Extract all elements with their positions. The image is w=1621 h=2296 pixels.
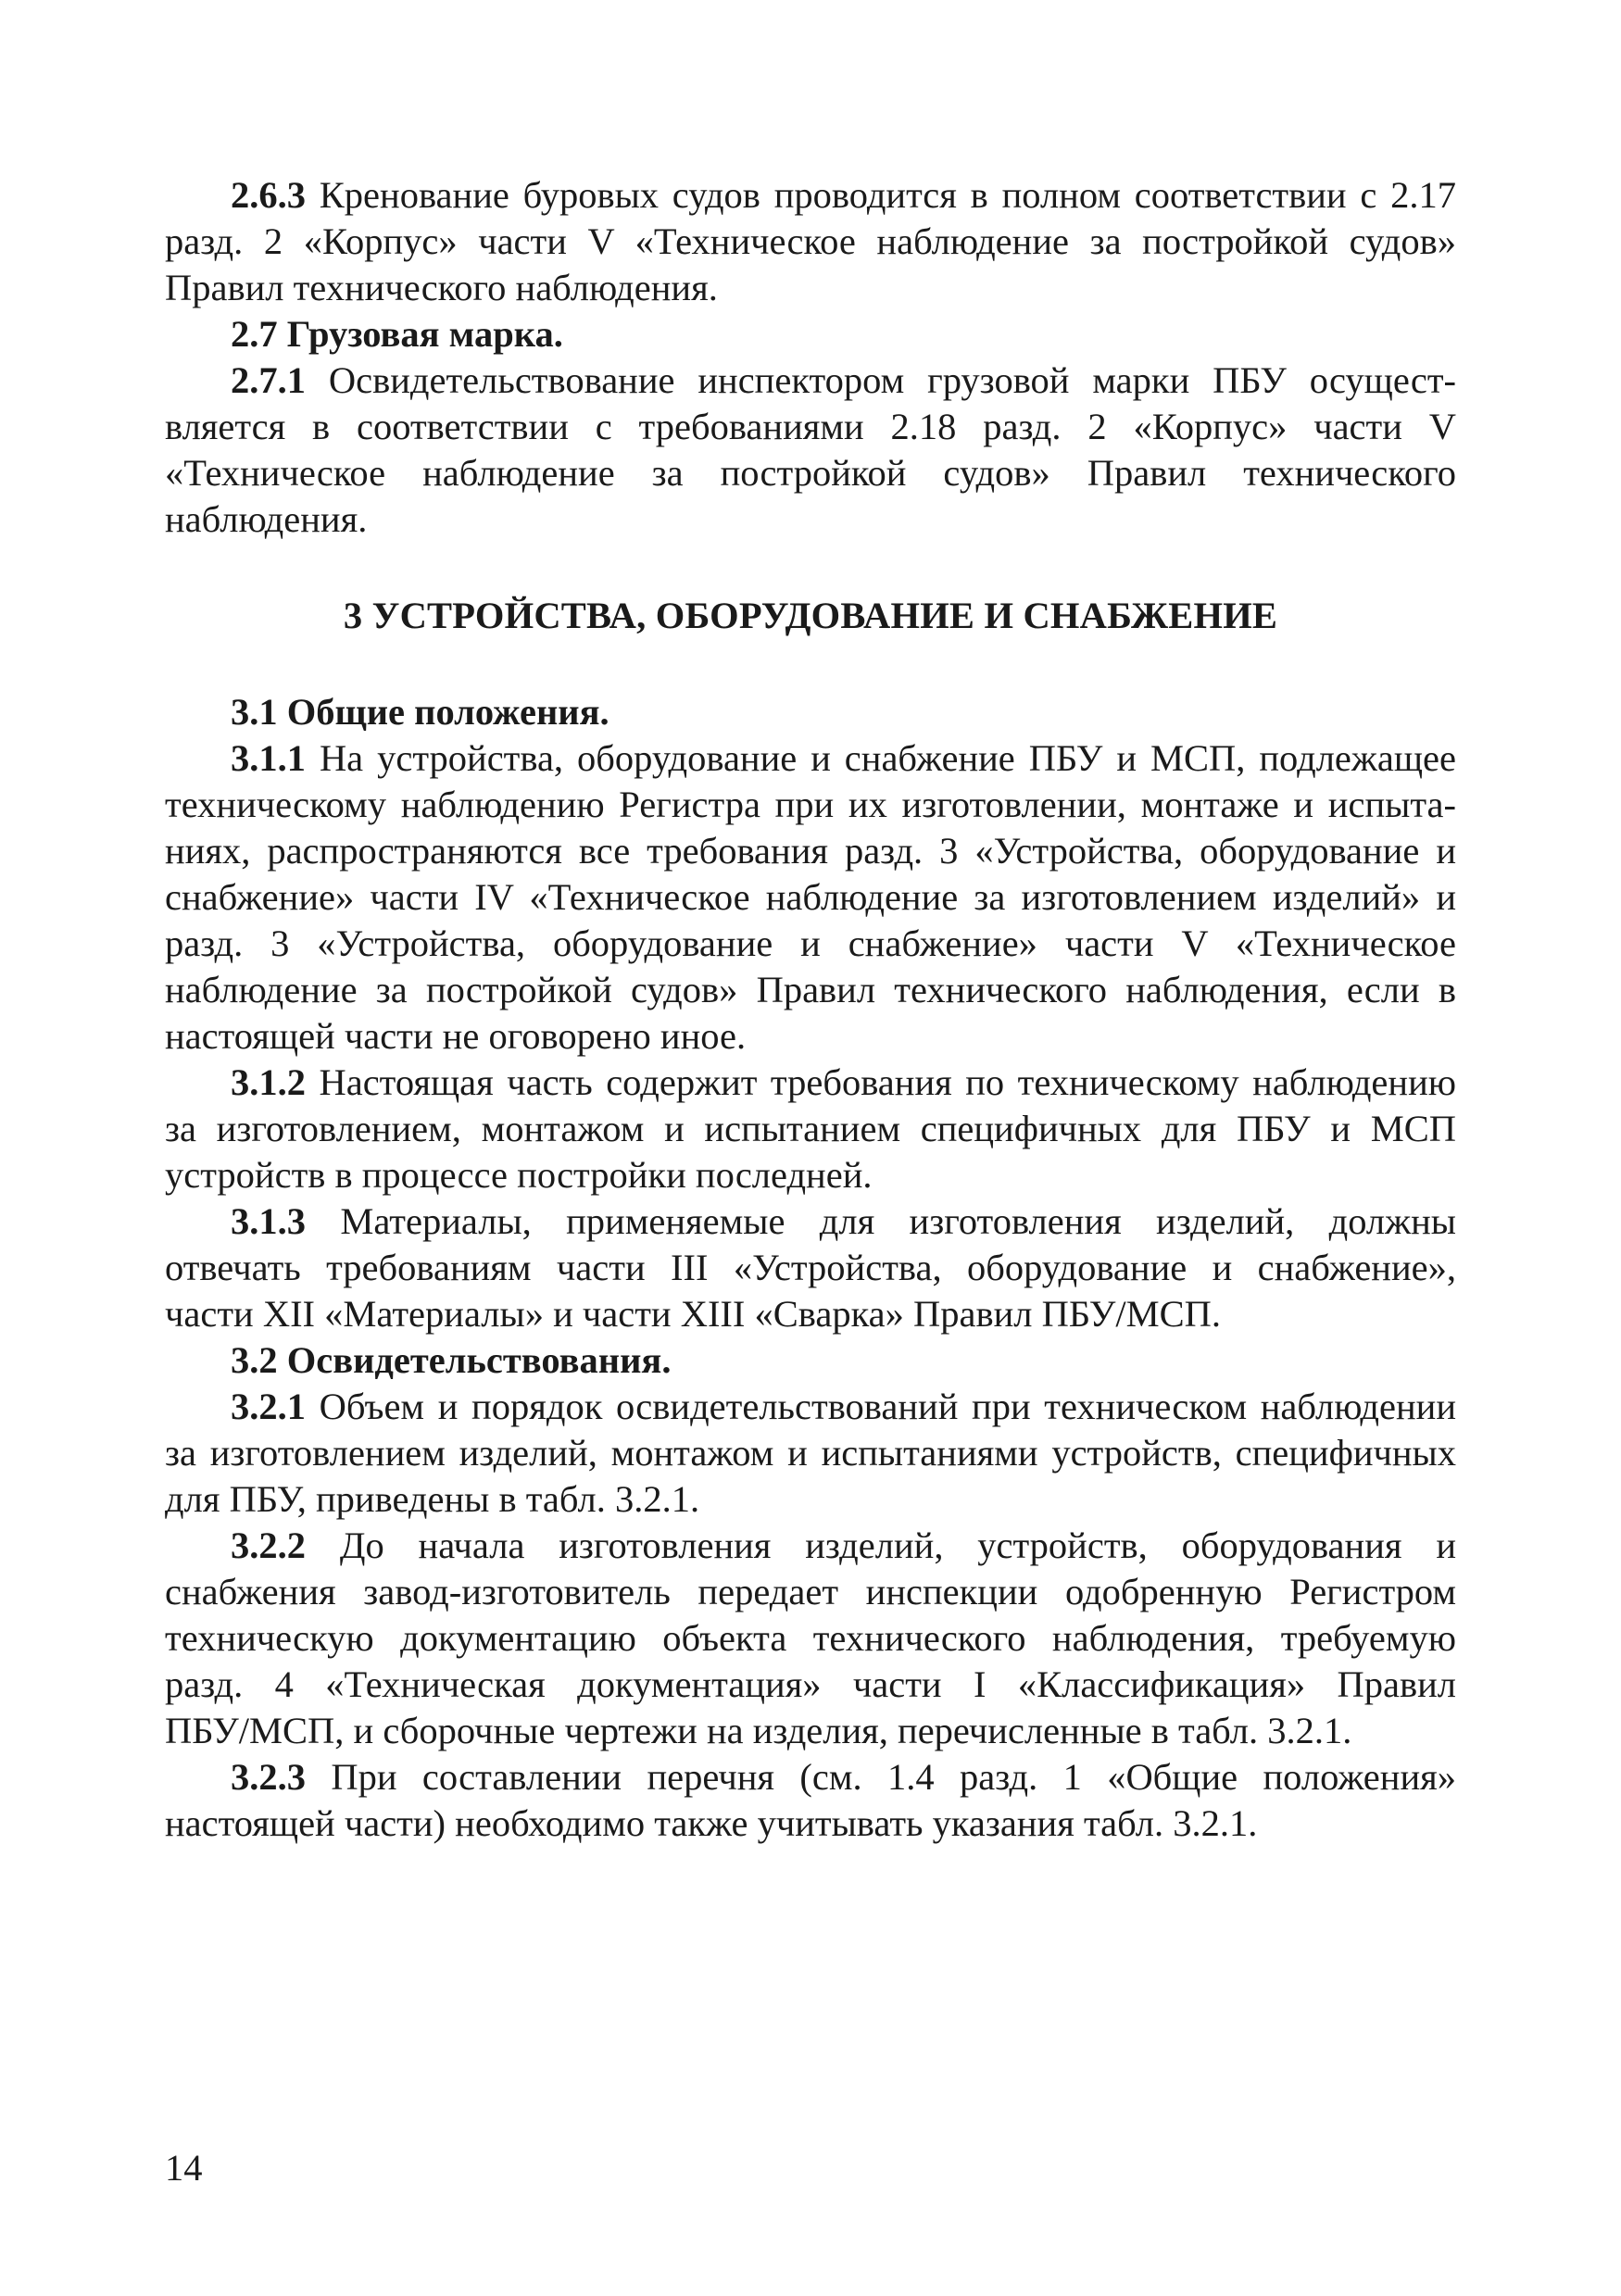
clause-number: 3.2.3 bbox=[231, 1756, 306, 1798]
paragraph-text: отвечать требованиям части III «Устройства, оборудование и снабжение», bbox=[165, 1247, 1456, 1288]
paragraph-text: Кренование буровых судов проводится в полном соответствии с 2.17 bbox=[319, 174, 1457, 216]
subsection-heading-2-7: 2.7 Грузовая марка. bbox=[231, 313, 563, 355]
paragraph-text: наблюдение за постройкой судов» Правил технического наблюдения, если в bbox=[165, 969, 1456, 1010]
paragraph-text: техническому наблюдению Регистра при их изготовлении, монтаже и испыта- bbox=[165, 784, 1456, 825]
paragraph-text: вляется в соответствии с требованиями 2.18 разд. 2 «Корпус» части V bbox=[165, 406, 1456, 447]
paragraph-text: за изготовлением, монтажом и испытанием специфичных для ПБУ и МСП bbox=[165, 1108, 1456, 1149]
paragraph-text: Правил технического наблюдения. bbox=[165, 267, 718, 308]
paragraph-text: настоящей части) необходимо также учитывать указания табл. 3.2.1. bbox=[165, 1802, 1258, 1844]
paragraph-text: снабжения завод-изготовитель передает инспекции одобренную Регистром bbox=[165, 1571, 1456, 1612]
paragraph-text: разд. 4 «Техническая документация» части I «Классификация» Правил bbox=[165, 1663, 1456, 1705]
paragraph-text: разд. 2 «Корпус» части V «Техническое наблюдение за постройкой судов» bbox=[165, 220, 1456, 262]
page-number: 14 bbox=[165, 2147, 203, 2189]
section-title: 3 УСТРОЙСТВА, ОБОРУДОВАНИЕ И СНАБЖЕНИЕ bbox=[343, 595, 1278, 636]
clause-number: 3.2.2 bbox=[231, 1524, 306, 1566]
paragraph-text: ниях, распространяются все требования разд. 3 «Устройства, оборудование и bbox=[165, 830, 1456, 872]
paragraph-2-6-3 bbox=[165, 172, 1456, 311]
paragraph-text: Настоящая часть содержит требования по техническому наблюдению bbox=[319, 1061, 1457, 1103]
paragraph-text: настоящей части не оговорено иное. bbox=[165, 1015, 747, 1057]
subsection-heading-3-1: 3.1 Общие положения. bbox=[231, 691, 609, 733]
paragraph-3-1-2 bbox=[165, 1060, 1456, 1198]
paragraph-text: для ПБУ, приведены в табл. 3.2.1. bbox=[165, 1478, 700, 1520]
paragraph-text: Объем и порядок освидетельствований при техническом наблюдении bbox=[319, 1386, 1457, 1427]
paragraph-text: ПБУ/МСП, и сборочные чертежи на изделия, перечисленные в табл. 3.2.1. bbox=[165, 1710, 1352, 1751]
paragraph-text: техническую документацию объекта технического наблюдения, требуемую bbox=[165, 1617, 1456, 1659]
clause-number: 3.1.1 bbox=[231, 737, 306, 779]
paragraph-text: части XII «Материалы» и части XIII «Сварка» Правил ПБУ/МСП. bbox=[165, 1293, 1222, 1335]
subsection-heading-3-2: 3.2 Освидетельствования. bbox=[231, 1339, 672, 1381]
paragraph-3-2-3 bbox=[165, 1754, 1456, 1847]
document-page bbox=[165, 172, 1456, 1847]
clause-number: 2.7.1 bbox=[231, 359, 306, 401]
paragraph-3-1-1 bbox=[165, 735, 1456, 1060]
clause-number: 3.1.2 bbox=[231, 1061, 306, 1103]
paragraph-text: При составлении перечня (см. 1.4 разд. 1 «Общие положения» bbox=[331, 1756, 1456, 1798]
clause-number: 3.1.3 bbox=[231, 1200, 306, 1242]
paragraph-text: снабжение» части IV «Техническое наблюдение за изготовлением изделий» и bbox=[165, 876, 1456, 918]
paragraph-3-2-1 bbox=[165, 1384, 1456, 1523]
paragraph-text: До начала изготовления изделий, устройств, оборудования и bbox=[339, 1524, 1457, 1566]
paragraph-text: наблюдения. bbox=[165, 498, 368, 540]
paragraph-3-1-3 bbox=[165, 1198, 1456, 1337]
paragraph-text: разд. 3 «Устройства, оборудование и снабжение» части V «Техническое bbox=[165, 922, 1456, 964]
paragraph-text: На устройства, оборудование и снабжение ПБУ и МСП, подлежащее bbox=[319, 737, 1456, 779]
paragraph-3-2-2 bbox=[165, 1523, 1456, 1754]
clause-number: 2.6.3 bbox=[231, 174, 306, 216]
paragraph-text: Материалы, применяемые для изготовления изделий, должны bbox=[340, 1200, 1457, 1242]
paragraph-text: за изготовлением изделий, монтажом и испытаниями устройств, специфичных bbox=[165, 1432, 1456, 1474]
paragraph-text: устройств в процессе постройки последней. bbox=[165, 1154, 873, 1196]
paragraph-2-7-1 bbox=[165, 358, 1456, 543]
paragraph-text: Освидетельствование инспектором грузовой марки ПБУ осущест- bbox=[328, 359, 1457, 401]
clause-number: 3.2.1 bbox=[231, 1386, 306, 1427]
paragraph-text: «Техническое наблюдение за постройкой судов» Правил технического bbox=[165, 452, 1456, 494]
